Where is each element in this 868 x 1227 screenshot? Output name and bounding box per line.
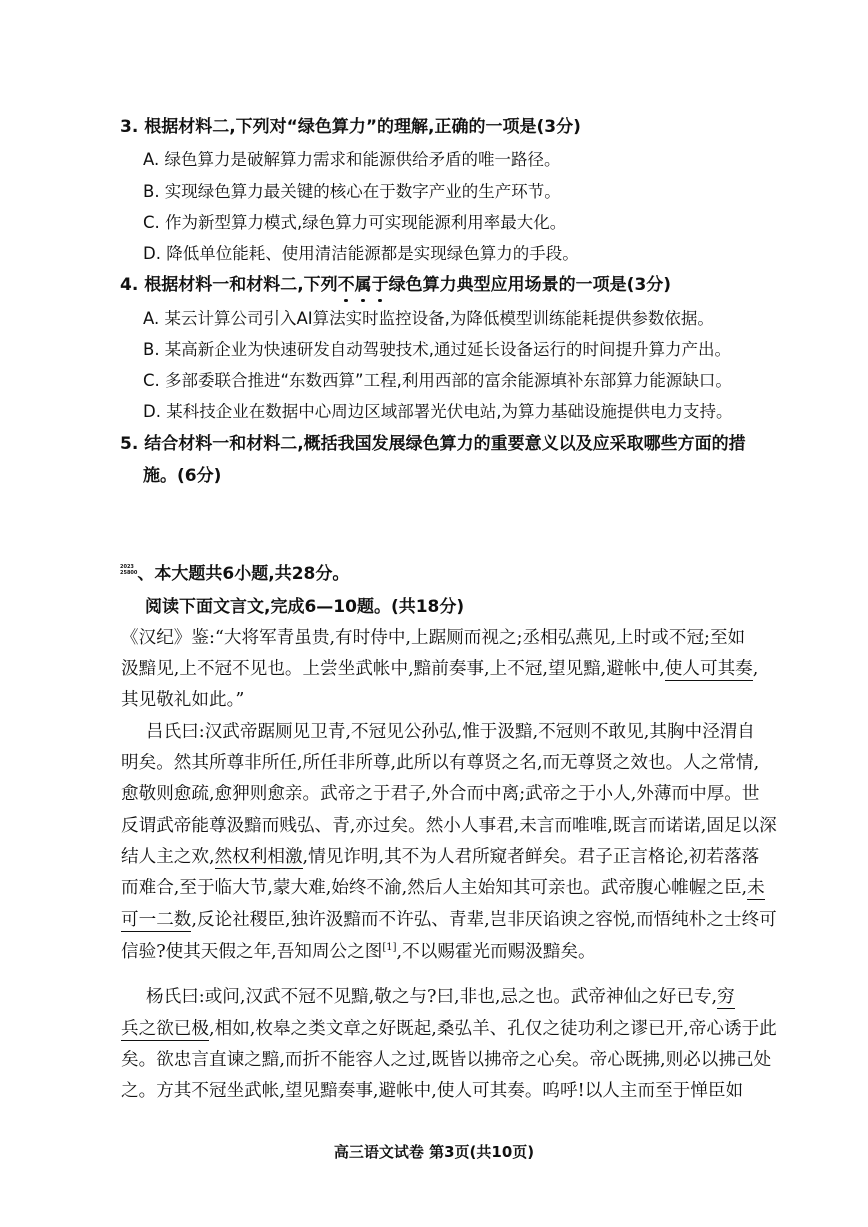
page-footer: 高三语文试卷 第3页(共10页) — [333, 1143, 535, 1161]
passage-line: 汲黯见,上不冠不见也。上尝坐武帐中,黯前奏事,上不冠,望见黯,避帐中,使人可其奏, — [121, 659, 759, 679]
question-3-option-c: C. 作为新型算力模式,绿色算力可实现能源利用率最大化。 — [143, 213, 567, 232]
passage-line: 《汉纪》鉴:“大将军青虽贵,有时侍中,上踞厕而视之;丞相弘燕见,上时或不冠;至如 — [121, 628, 746, 648]
passage-line: 吕氏曰:汉武帝踞厕见卫青,不冠见公孙弘,惟于汲黯,不冠则不敢见,其胸中泾渭自 — [146, 722, 755, 742]
question-4-emphasis — [338, 275, 389, 295]
passage-line: 杨氏曰:或问,汉武不冠不见黯,敬之与?曰,非也,忌之也。武帝神仙之好已专,穷 — [146, 987, 735, 1007]
underlined-phrase: 未 — [747, 878, 765, 898]
passage-line: 而难合,至于临大节,蒙大难,始终不渝,然后人主始知其可亲也。武帝腹心帷幄之臣,未 — [121, 878, 765, 898]
emphasis-char: 于 — [371, 275, 389, 295]
footnote-marker: [1] — [382, 942, 397, 953]
question-3-option-b: B. 实现绿色算力最关键的核心在于数字产业的生产环节。 — [143, 182, 561, 201]
underlined-phrase: 可一二数 — [121, 910, 192, 930]
question-3-option-d: D. 降低单位能耗、使用清洁能源都是实现绿色算力的手段。 — [143, 244, 579, 263]
question-4-stem-start: 4. 根据材料一和材料二,下列 — [120, 275, 338, 295]
underlined-phrase: 穷 — [717, 987, 735, 1007]
underlined-phrase: 兵之欲已极 — [121, 1019, 209, 1039]
underlined-phrase: 然权利相激 — [214, 847, 303, 867]
question-3-option-a: A. 绿色算力是破解算力需求和能源供给矛盾的唯一路径。 — [143, 150, 561, 169]
passage-line: 之。方其不冠坐武帐,望见黯奏事,避帐中,使人可其奏。呜呼!以人主而至于惮臣如 — [121, 1081, 744, 1101]
question-4-stem-end: 绿色算力典型应用场景的一项是(3分) — [388, 275, 672, 295]
passage-line: 可一二数,反论社稷臣,独许汲黯而不许弘、青辈,岂非厌谄谀之容悦,而悟纯朴之士终可 — [121, 910, 777, 930]
emphasis-char: 不 — [337, 275, 355, 295]
question-4-option-a: A. 某云计算公司引入AI算法实时监控设备,为降低模型训练能耗提供参数依据。 — [143, 309, 714, 328]
question-3-stem: 3. 根据材料二,下列对“绿色算力”的理解,正确的一项是(3分) — [120, 117, 581, 137]
question-4-option-d: D. 某科技企业在数据中心周边区域部署光伏电站,为算力基础设施提供电力支持。 — [143, 402, 733, 421]
passage-line: 兵之欲已极,相如,枚皋之类文章之好既起,桑弘羊、孔仅之徒功利之谬已开,帝心诱于此 — [121, 1019, 777, 1039]
question-5-stem-line1: 5. 结合材料一和材料二,概括我国发展绿色算力的重要意义以及应采取哪些方面的措 — [120, 434, 746, 454]
section-header — [120, 566, 349, 583]
passage-line: 反谓武帝能尊汲黯而贱弘、青,亦过矣。然小人事君,未言而唯唯,既言而诺诺,固足以深 — [121, 816, 777, 836]
emphasis-char: 属 — [354, 275, 372, 295]
section-title: 、本大题共6小题,共28分。 — [137, 564, 350, 584]
question-4-stem — [120, 277, 671, 294]
passage-line: 矣。欲忠言直谏之黯,而折不能容人之过,既皆以拂帝之心矣。帝心既拂,则必以拂己处 — [121, 1050, 772, 1070]
question-4-option-c: C. 多部委联合推进“东数西算”工程,利用西部的富余能源填补东部算力能源缺口。 — [143, 371, 732, 390]
underlined-phrase: 使人可其奏 — [664, 659, 753, 679]
passage-line: 明矣。然其所尊非所任,所任非所尊,此所以有尊贤之名,而无尊贤之效也。人之常情, — [121, 753, 760, 773]
passage-line: 信验?使其天假之年,吾知周公之图[1],不以赐霍光而赐汲黯矣。 — [121, 941, 596, 962]
passage-line: 结人主之欢,然权利相激,情见诈明,其不为人君所窥者鲜矣。君子正言格论,初若落落 — [121, 847, 760, 867]
passage-line: 其见敬礼如此。” — [121, 690, 245, 710]
section-number-mark: 2023 25800 — [120, 564, 138, 576]
section-instruction: 阅读下面文言文,完成6—10题。(共18分) — [145, 597, 465, 617]
question-5-stem-line2: 施。(6分) — [143, 466, 222, 486]
passage-line: 愈敬则愈疏,愈狎则愈亲。武帝之于君子,外合而中离;武帝之于小人,外薄而中厚。世 — [121, 784, 760, 804]
question-4-option-b: B. 某高新企业为快速研发自动驾驶技术,通过延长设备运行的时间提升算力产出。 — [143, 340, 732, 359]
